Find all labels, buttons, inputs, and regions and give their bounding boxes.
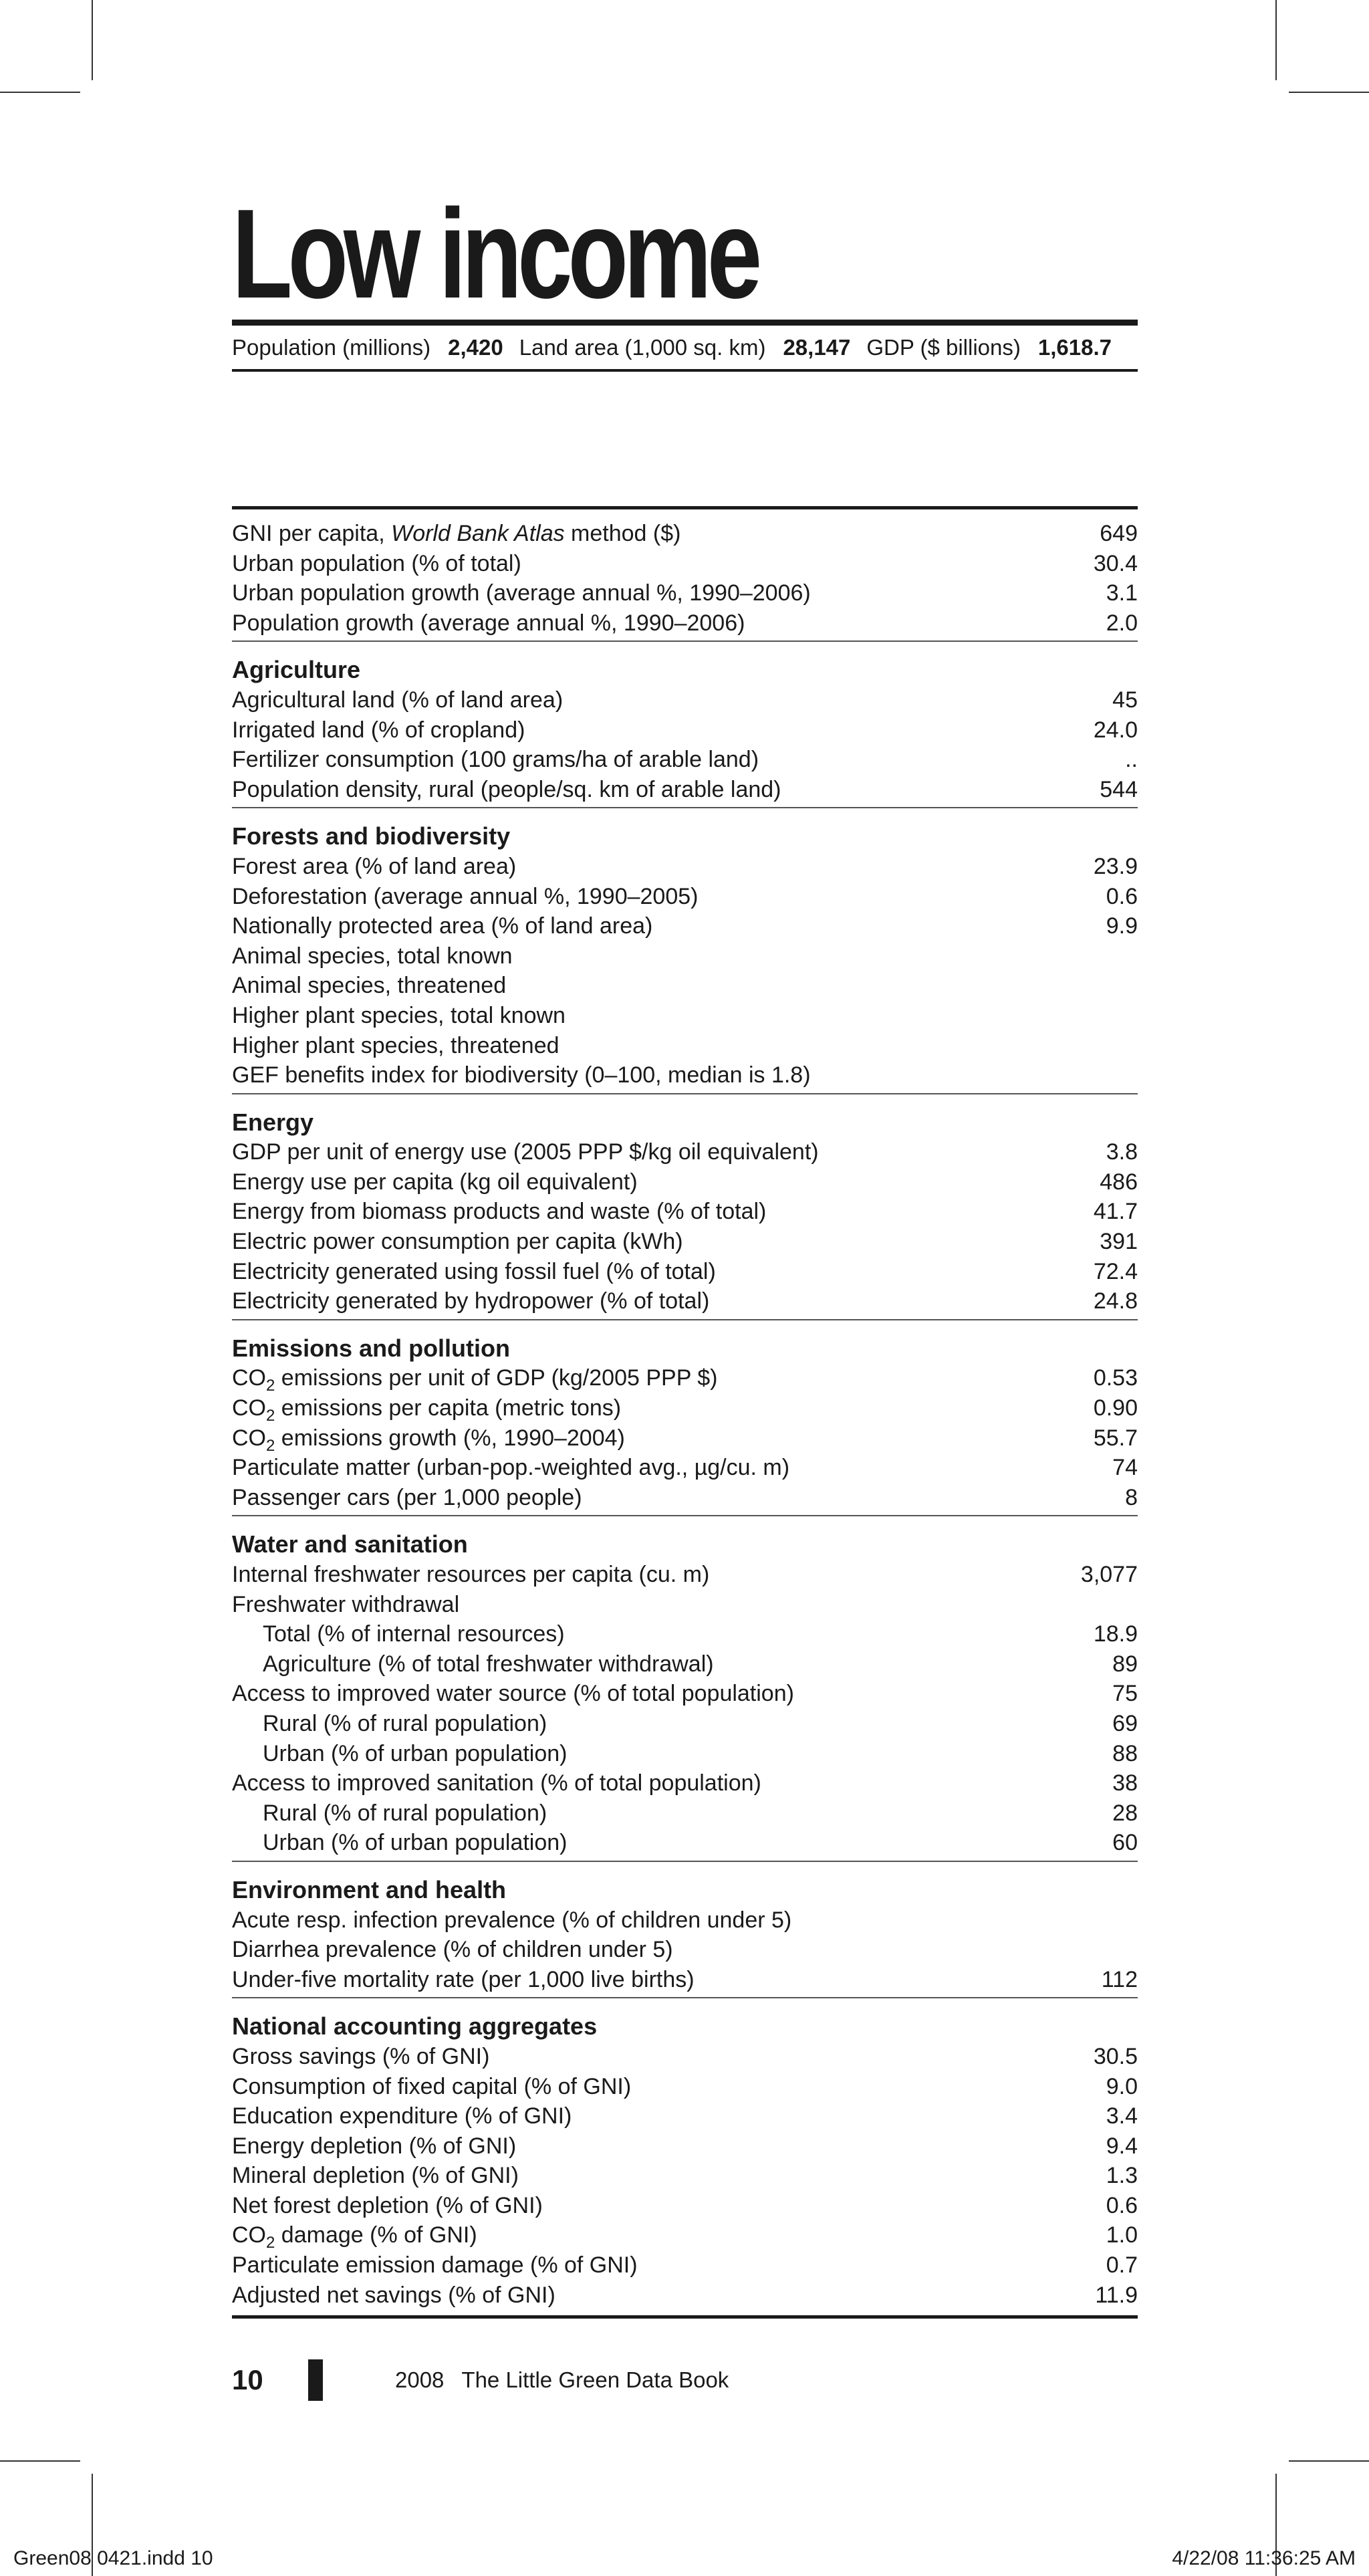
- intro-section: [232, 509, 1138, 642]
- table-row: [232, 2101, 1138, 2131]
- row-label: Forest area (% of land area): [232, 853, 517, 879]
- co2-subscript: 2: [266, 2234, 275, 2252]
- table-row: [232, 1965, 1138, 1995]
- row-label: Rural (% of rural population): [263, 1710, 547, 1736]
- row-value: 18.9: [1093, 1621, 1138, 1647]
- section-forests-and-biodiversity: [232, 808, 1138, 1094]
- row-value: 11.9: [1095, 2282, 1138, 2308]
- section-title: Water and sanitation: [232, 1530, 468, 1558]
- table-row: [232, 2042, 1138, 2072]
- row-label: Total (% of internal resources): [263, 1621, 565, 1647]
- table-row: [232, 2220, 1138, 2250]
- table-row: [232, 1286, 1138, 1316]
- row-label: Access to improved sanitation (% of total population): [232, 1770, 761, 1796]
- row-label: Acute resp. infection prevalence (% of children under 5): [232, 1907, 792, 1933]
- table-row: [232, 1167, 1138, 1197]
- row-label-emphasis: World Bank Atlas: [391, 521, 565, 546]
- section-water-and-sanitation: [232, 1516, 1138, 1862]
- row-label-text: method ($): [564, 521, 681, 546]
- table-row: [232, 715, 1138, 745]
- row-value: 30.5: [1093, 2043, 1138, 2069]
- table-row: [232, 1649, 1138, 1679]
- row-value: 8: [1125, 1484, 1138, 1510]
- row-value: 1.3: [1106, 2163, 1138, 2189]
- table-row: [232, 1060, 1138, 1090]
- row-label: Under-five mortality rate (per 1,000 live births): [232, 1966, 695, 1992]
- summary-bar: [232, 320, 1138, 372]
- row-value: 649: [1100, 521, 1138, 546]
- row-value: 1.0: [1106, 2222, 1138, 2248]
- row-value: 9.0: [1106, 2073, 1138, 2099]
- row-label: Energy from biomass products and waste (% of total): [232, 1199, 767, 1225]
- row-label: Net forest depletion (% of GNI): [232, 2192, 543, 2218]
- row-value: 41.7: [1093, 1199, 1138, 1225]
- row-value: ..: [1125, 747, 1138, 773]
- table-row: [232, 1739, 1138, 1769]
- row-label: Access to improved water source (% of total population): [232, 1681, 794, 1707]
- population-value: 2,420: [448, 334, 503, 360]
- table-row: [232, 1227, 1138, 1257]
- row-value: [1057, 1905, 1138, 1936]
- table-row: [232, 2280, 1138, 2311]
- co2-subscript: 2: [266, 1377, 275, 1395]
- row-value: [1057, 971, 1138, 1001]
- table-row: [232, 775, 1138, 805]
- row-label: Diarrhea prevalence (% of children under 5): [232, 1937, 673, 1963]
- crop-mark: [0, 2460, 80, 2462]
- table-row: [232, 608, 1138, 638]
- row-value: 9.9: [1106, 913, 1138, 939]
- row-value: 55.7: [1093, 1425, 1138, 1451]
- table-row: [232, 578, 1138, 608]
- section-national-accounting-aggregates: [232, 1998, 1138, 2319]
- row-value: 60: [1112, 1830, 1138, 1856]
- table-row: [232, 852, 1138, 882]
- co2-symbol: CO: [232, 1365, 266, 1391]
- row-label: Population density, rural (people/sq. km of arable land): [232, 776, 781, 802]
- table-row: [232, 2161, 1138, 2191]
- section-environment-and-health: [232, 1862, 1138, 1998]
- row-label: Higher plant species, total known: [232, 1002, 566, 1028]
- row-value: [1057, 1060, 1138, 1090]
- table-row: [232, 2131, 1138, 2161]
- row-value: 0.6: [1106, 883, 1138, 909]
- row-value: 69: [1112, 1710, 1138, 1736]
- indicator-table: [232, 506, 1138, 2319]
- row-value: 72.4: [1093, 1258, 1138, 1284]
- row-value: [1057, 941, 1138, 971]
- row-value: 28: [1112, 1800, 1138, 1826]
- row-label: Agricultural land (% of land area): [232, 687, 564, 713]
- section-title: Agriculture: [232, 656, 361, 684]
- gdp-label: GDP ($ billions): [866, 334, 1021, 360]
- row-label: Electricity generated using fossil fuel (% of total): [232, 1258, 716, 1284]
- row-label: Particulate emission damage (% of GNI): [232, 2252, 638, 2278]
- co2-subscript: 2: [266, 1436, 275, 1455]
- crop-mark: [0, 92, 80, 93]
- row-label: Energy depletion (% of GNI): [232, 2133, 517, 2159]
- row-label: [232, 1423, 1057, 1453]
- table-row: [232, 2250, 1138, 2280]
- table-row: [232, 1363, 1138, 1393]
- table-row: [232, 1905, 1138, 1936]
- row-value: 0.6: [1106, 2192, 1138, 2218]
- row-value: 112: [1101, 1966, 1138, 1992]
- row-label: Nationally protected area (% of land area): [232, 913, 653, 939]
- table-row: [232, 941, 1138, 971]
- row-value: 2.0: [1106, 610, 1138, 636]
- page-number: 10: [232, 2364, 263, 2395]
- row-label: Adjusted net savings (% of GNI): [232, 2282, 555, 2308]
- crop-mark: [1289, 2460, 1369, 2462]
- footer-year: 2008: [395, 2367, 445, 2392]
- row-value: 24.8: [1093, 1288, 1138, 1314]
- table-row: [232, 685, 1138, 715]
- row-label: Fertilizer consumption (100 grams/ha of arable land): [232, 747, 759, 773]
- table-row: [232, 1935, 1138, 1965]
- row-label: Rural (% of rural population): [263, 1800, 547, 1826]
- row-value: 23.9: [1093, 853, 1138, 879]
- table-row: [232, 745, 1138, 775]
- row-label: Agriculture (% of total freshwater withdrawal): [263, 1651, 714, 1677]
- page-footer: [232, 2360, 1138, 2400]
- row-label-text: GNI per capita,: [232, 521, 392, 546]
- row-value: 30.4: [1093, 550, 1138, 576]
- table-row: [232, 1768, 1138, 1798]
- row-value: 3.1: [1106, 580, 1138, 606]
- crop-mark: [1289, 92, 1369, 93]
- row-label: [232, 2220, 1057, 2250]
- row-label: Urban (% of urban population): [263, 1830, 568, 1856]
- row-value: 3.4: [1106, 2103, 1138, 2129]
- table-row: [232, 1393, 1138, 1423]
- section-title: National accounting aggregates: [232, 2012, 598, 2040]
- row-label: Freshwater withdrawal: [232, 1591, 460, 1617]
- row-value: [1057, 1590, 1138, 1620]
- row-label: Irrigated land (% of cropland): [232, 717, 525, 743]
- row-value: 75: [1112, 1681, 1138, 1707]
- table-row: [232, 971, 1138, 1001]
- table-row: [232, 1590, 1138, 1620]
- row-value: 0.90: [1093, 1395, 1138, 1421]
- row-label: Internal freshwater resources per capita (cu. m): [232, 1562, 710, 1587]
- row-value: 544: [1100, 776, 1138, 802]
- table-row: [232, 2072, 1138, 2102]
- section-emissions-and-pollution: [232, 1320, 1138, 1517]
- table-row: [232, 1483, 1138, 1513]
- row-label: GDP per unit of energy use (2005 PPP $/kg oil equivalent): [232, 1139, 819, 1165]
- row-label-text: damage (% of GNI): [275, 2222, 477, 2248]
- row-value: 74: [1112, 1455, 1138, 1481]
- footer-book-title: The Little Green Data Book: [461, 2367, 729, 2392]
- row-value: 0.7: [1106, 2252, 1138, 2278]
- co2-subscript: 2: [266, 1407, 275, 1425]
- row-label-text: emissions per unit of GDP (kg/2005 PPP $): [275, 1365, 718, 1391]
- row-label: Particulate matter (urban-pop.-weighted avg., µg/cu. m): [232, 1455, 790, 1481]
- row-label: [232, 519, 1057, 549]
- row-value: 391: [1100, 1229, 1138, 1255]
- co2-symbol: CO: [232, 1425, 266, 1451]
- footer-bar: [308, 2359, 323, 2401]
- row-label: Urban population (% of total): [232, 550, 521, 576]
- row-value: 24.0: [1093, 717, 1138, 743]
- row-value: [1057, 1001, 1138, 1031]
- table-row: [232, 882, 1138, 912]
- section-agriculture: [232, 642, 1138, 808]
- table-row: [232, 1423, 1138, 1453]
- row-label-text: emissions growth (%, 1990–2004): [275, 1425, 625, 1451]
- row-label: Deforestation (average annual %, 1990–2005): [232, 883, 699, 909]
- row-value: [1057, 1935, 1138, 1965]
- row-value: 9.4: [1106, 2133, 1138, 2159]
- row-label: Higher plant species, threatened: [232, 1032, 559, 1058]
- table-row: [232, 1679, 1138, 1709]
- row-value: 38: [1112, 1770, 1138, 1796]
- row-label: GEF benefits index for biodiversity (0–100, median is 1.8): [232, 1062, 811, 1088]
- table-row: [232, 1453, 1138, 1483]
- row-value: 486: [1100, 1169, 1138, 1195]
- slug-timestamp: 4/22/08 11:36:25 AM: [1172, 2547, 1356, 2569]
- table-row: [232, 1828, 1138, 1858]
- row-label: Gross savings (% of GNI): [232, 2043, 490, 2069]
- co2-symbol: CO: [232, 2222, 266, 2248]
- row-value: 89: [1112, 1651, 1138, 1677]
- row-value: 0.53: [1093, 1365, 1138, 1391]
- table-row: [232, 1619, 1138, 1649]
- row-label: [232, 1393, 1057, 1423]
- table-row: [232, 1709, 1138, 1739]
- row-label: Animal species, threatened: [232, 973, 507, 999]
- row-label: Electricity generated by hydropower (% of total): [232, 1288, 710, 1314]
- table-row: [232, 1001, 1138, 1031]
- row-value: 88: [1112, 1740, 1138, 1766]
- table-row: [232, 1137, 1138, 1167]
- page-title: Low income: [232, 183, 758, 325]
- table-row: [232, 1257, 1138, 1287]
- row-label: Urban (% of urban population): [263, 1740, 568, 1766]
- table-row: [232, 1560, 1138, 1590]
- row-label: Population growth (average annual %, 1990–2006): [232, 610, 745, 636]
- table-row: [232, 519, 1138, 549]
- section-title: Forests and biodiversity: [232, 822, 511, 850]
- section-energy: [232, 1094, 1138, 1320]
- row-label: [232, 1363, 1057, 1393]
- section-title: Energy: [232, 1108, 314, 1136]
- crop-mark: [1275, 0, 1277, 80]
- section-title: Environment and health: [232, 1875, 507, 1903]
- table-row: [232, 1798, 1138, 1829]
- row-label: Energy use per capita (kg oil equivalent): [232, 1169, 638, 1195]
- row-label: Consumption of fixed capital (% of GNI): [232, 2073, 632, 2099]
- row-label-text: emissions per capita (metric tons): [275, 1395, 622, 1421]
- land-area-label: Land area (1,000 sq. km): [519, 334, 766, 360]
- row-value: [1057, 1031, 1138, 1061]
- table-row: [232, 911, 1138, 941]
- row-label: Passenger cars (per 1,000 people): [232, 1484, 582, 1510]
- row-value: 3.8: [1106, 1139, 1138, 1165]
- crop-mark: [92, 0, 93, 80]
- row-label: Animal species, total known: [232, 943, 513, 969]
- row-label: Education expenditure (% of GNI): [232, 2103, 572, 2129]
- gdp-value: 1,618.7: [1037, 334, 1112, 360]
- section-title: Emissions and pollution: [232, 1334, 511, 1362]
- co2-symbol: CO: [232, 1395, 266, 1421]
- table-row: [232, 1031, 1138, 1061]
- sections-container: [232, 642, 1138, 2319]
- table-row: [232, 549, 1138, 579]
- land-area-value: 28,147: [783, 334, 851, 360]
- table-row: [232, 2191, 1138, 2221]
- row-label: Urban population growth (average annual %, 1990–2006): [232, 580, 811, 606]
- population-label: Population (millions): [232, 334, 431, 360]
- row-label: Electric power consumption per capita (kWh): [232, 1229, 683, 1255]
- row-label: Mineral depletion (% of GNI): [232, 2163, 519, 2189]
- row-value: 3,077: [1080, 1562, 1138, 1587]
- table-row: [232, 1197, 1138, 1227]
- slug-file-info: Green08 0421.indd 10: [13, 2547, 213, 2569]
- row-value: 45: [1112, 687, 1138, 713]
